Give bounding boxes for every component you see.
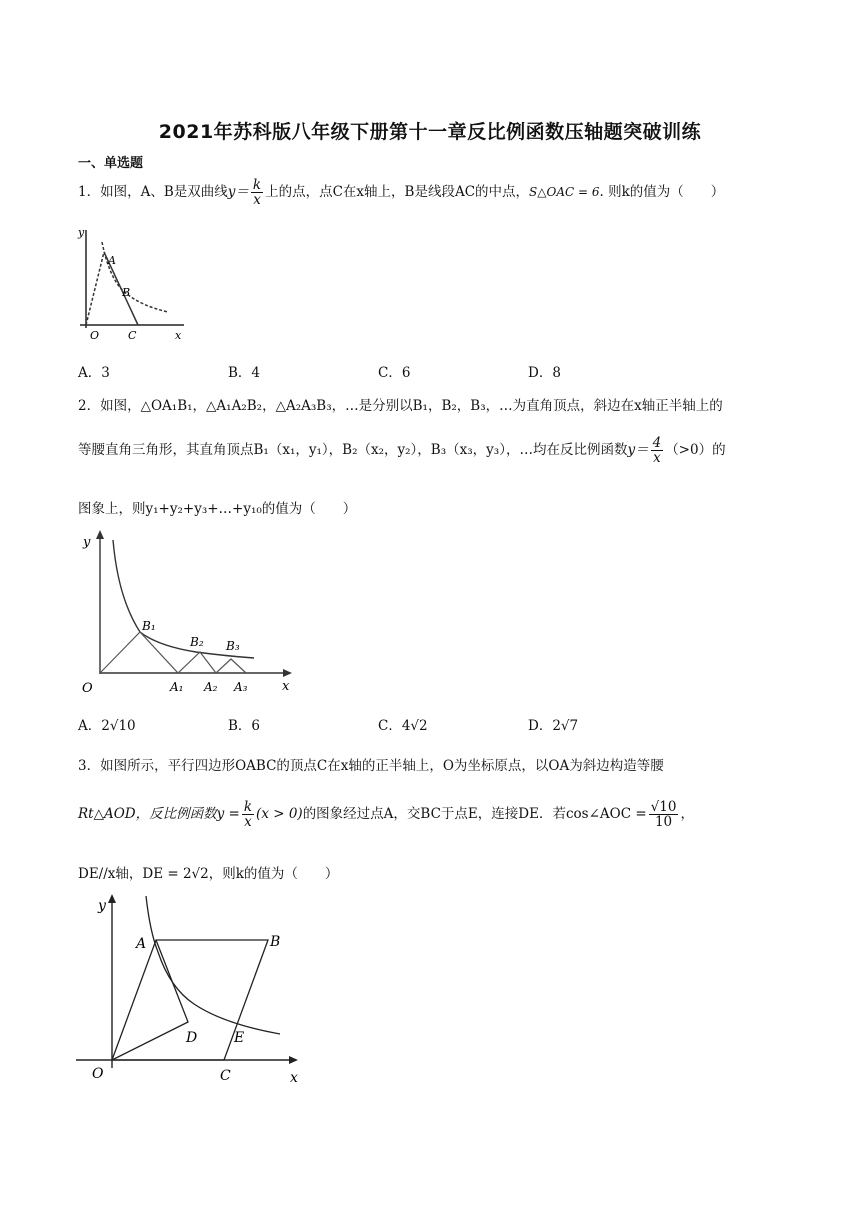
q1-label-c: C — [128, 329, 137, 342]
q3-label-e: E — [234, 1030, 245, 1046]
q2-label-a2: A₂ — [204, 680, 218, 694]
q3-fraction — [242, 800, 254, 829]
q2-x-arrow — [283, 669, 292, 677]
q1-label-o: O — [90, 329, 100, 342]
q3-line2b: 的图象经过点A，交BC于点E，连接DE．若 — [302, 806, 566, 823]
q2-label-x: x — [282, 679, 290, 694]
q2-line1: 2．如图，△OA₁B₁，△A₁A₂B₂，△A₂A₃B₃，…是分别以B₁，B₂，B₃，…为直角顶点，斜边在x轴正半轴上的 — [78, 398, 723, 414]
q2-option-d[interactable]: D．2√7 — [528, 718, 579, 734]
q2-triangles — [100, 632, 246, 673]
q2-figure — [76, 528, 306, 700]
q3-x-arrow — [289, 1056, 298, 1064]
q1-option-a[interactable]: A．3 — [78, 365, 110, 381]
q1-frac-den: x — [253, 192, 261, 209]
q3-line1: 3．如图所示，平行四边形OABC的顶点C在x轴的正半轴上，O为坐标原点，以OA为斜边构造等腰 — [78, 758, 664, 774]
q1-label-b: B — [122, 286, 131, 299]
q2-line2b: （>0）的 — [665, 442, 726, 459]
q2-label-a3: A₃ — [234, 680, 248, 694]
q2-frac-num: 4 — [652, 435, 662, 451]
q1-text — [78, 178, 724, 207]
q2-label-b1: B₁ — [142, 619, 156, 633]
q1-area: S△OAC = 6 — [529, 185, 600, 200]
q1-text-a: 1．如图，A、B是双曲线 — [78, 184, 228, 201]
q1-option-c[interactable]: C．6 — [378, 365, 411, 381]
q2-label-a1: A₁ — [170, 680, 184, 694]
q3-cos: cos∠AOC = — [565, 806, 647, 823]
q1-segment-oa — [86, 252, 104, 325]
q2-option-a[interactable]: A．2√10 — [78, 718, 136, 734]
q3-cond: (x > 0) — [256, 806, 303, 823]
q2-y-eq: y＝ — [627, 442, 649, 459]
q2-fraction — [651, 436, 664, 465]
q2-line3: 图象上，则y₁+y₂+y₃+…+y₁₀的值为（ ） — [78, 501, 357, 517]
q2-frac-den: x — [653, 450, 661, 467]
section-heading: 一、单选题 — [78, 156, 144, 171]
q2-option-b[interactable]: B．6 — [228, 718, 261, 734]
q3-cos-den: 10 — [654, 814, 673, 831]
q3-cos-fraction — [649, 800, 679, 829]
q1-label-a: A — [108, 254, 116, 267]
q1-label-y: y — [78, 226, 85, 239]
q3-label-a: A — [136, 936, 147, 952]
q3-label-x: x — [290, 1070, 298, 1086]
q2-line2 — [78, 436, 726, 465]
q2-label-o: O — [82, 681, 93, 696]
page-title: 2021年苏科版八年级下册第十一章反比例函数压轴题突破训练 — [158, 121, 702, 143]
q3-label-b: B — [270, 934, 281, 950]
q3-label-c: C — [220, 1068, 231, 1084]
q2-option-c[interactable]: C．4√2 — [378, 718, 428, 734]
q3-y-eq: y = — [216, 806, 240, 823]
q1-option-d[interactable]: D．8 — [528, 365, 561, 381]
q3-cos-num: √10 — [650, 799, 677, 815]
q3-line2a: Rt△AOD，反比例函数 — [78, 806, 217, 823]
q3-y-arrow — [108, 894, 116, 903]
q3-line2 — [78, 800, 694, 829]
q3-frac-num: k — [243, 799, 253, 815]
q3-label-o: O — [92, 1066, 104, 1082]
q1-label-x: x — [175, 329, 182, 342]
q3-figure — [74, 892, 314, 1092]
q3-line2c: ， — [680, 806, 694, 823]
q1-fraction — [251, 178, 263, 207]
q3-line3: DE//x轴，DE = 2√2，则k的值为（ ） — [78, 866, 339, 882]
q2-label-y: y — [83, 535, 91, 550]
q1-y-eq: y＝ — [227, 184, 249, 201]
q1-text-c: . 则k的值为（ ） — [599, 184, 725, 201]
q1-option-b[interactable]: B．4 — [228, 365, 261, 381]
q2-y-arrow — [96, 530, 104, 539]
q2-line2a: 等腰直角三角形，其直角顶点B₁（x₁，y₁），B₂（x₂，y₂），B₃（x₃，y₃），…均在反比例函数 — [78, 442, 628, 459]
q1-hyperbola — [102, 242, 168, 312]
q2-label-b3: B₃ — [226, 639, 240, 653]
q2-label-b2: B₂ — [190, 635, 204, 649]
q1-text-b: 上的点，点C在x轴上，B是线段AC的中点， — [265, 184, 530, 201]
q3-label-y: y — [98, 898, 106, 914]
q3-label-d: D — [186, 1030, 198, 1046]
q1-frac-num: k — [252, 177, 262, 193]
q1-figure — [72, 222, 192, 346]
q3-frac-den: x — [244, 814, 252, 831]
